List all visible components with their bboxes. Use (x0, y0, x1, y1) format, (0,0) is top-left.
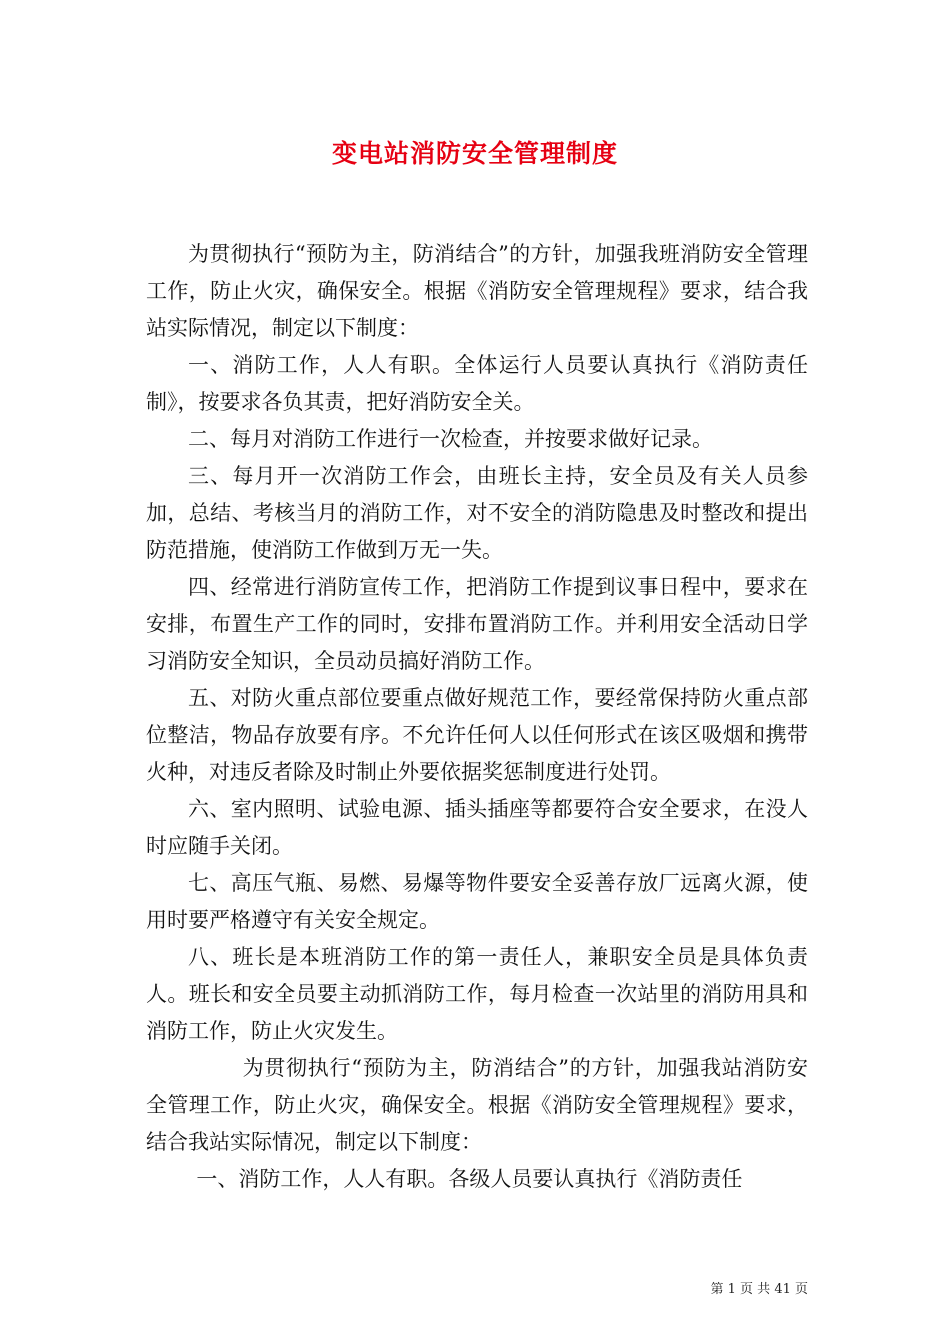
document-body (146, 236, 808, 1198)
paragraph-item-8: 八、班长是本班消防工作的第一责任人，兼职安全员是具体负责人。班长和安全员要主动抓消防工作，每月检查一次站里的消防用具和消防工作，防止火灾发生。 (146, 945, 808, 1043)
paragraph-item-2: 二、每月对消防工作进行一次检查，并按要求做好记录。 (188, 427, 713, 451)
document-title: 变电站消防安全管理制度 (331, 139, 618, 168)
paragraph-item-1-repeat: 一、消防工作，人人有职。各级人员要认真执行《消防责任 (196, 1167, 743, 1191)
paragraph-item-4: 四、经常进行消防宣传工作，把消防工作提到议事日程中，要求在安排，布置生产工作的同时，安排布置消防工作。并利用安全活动日学习消防安全知识，全员动员搞好消防工作。 (146, 575, 808, 673)
page-number: 第 1 页 共 41 页 (710, 1282, 808, 1297)
paragraph-item-3: 三、每月开一次消防工作会，由班长主持，安全员及有关人员参加，总结、考核当月的消防工作，对不安全的消防隐患及时整改和提出防范措施，使消防工作做到万无一失。 (146, 464, 808, 562)
paragraph-intro-repeat: 为贯彻执行“预防为主，防消结合”的方针，加强我站消防安全管理工作，防止火灾，确保安全。根据《消防安全管理规程》要求，结合我站实际情况，制定以下制度： (146, 1056, 808, 1154)
paragraph-item-1: 一、消防工作，人人有职。全体运行人员要认真执行《消防责任制》，按要求各负其责，把好消防安全关。 (146, 353, 808, 414)
paragraph-item-5: 五、对防火重点部位要重点做好规范工作，要经常保持防火重点部位整洁，物品存放要有序。不允许任何人以任何形式在该区吸烟和携带火种，对违反者除及时制止外要依据奖惩制度进行处罚。 (146, 686, 808, 784)
paragraph-item-7: 七、高压气瓶、易燃、易爆等物件要安全妥善存放厂远离火源，使用时要严格遵守有关安全规定。 (146, 871, 808, 932)
paragraph-item-6: 六、室内照明、试验电源、插头插座等都要符合安全要求，在没人时应随手关闭。 (146, 797, 808, 858)
paragraph-intro: 为贯彻执行“预防为主，防消结合”的方针，加强我班消防安全管理工作，防止火灾，确保安全。根据《消防安全管理规程》要求，结合我站实际情况，制定以下制度： (146, 242, 808, 340)
